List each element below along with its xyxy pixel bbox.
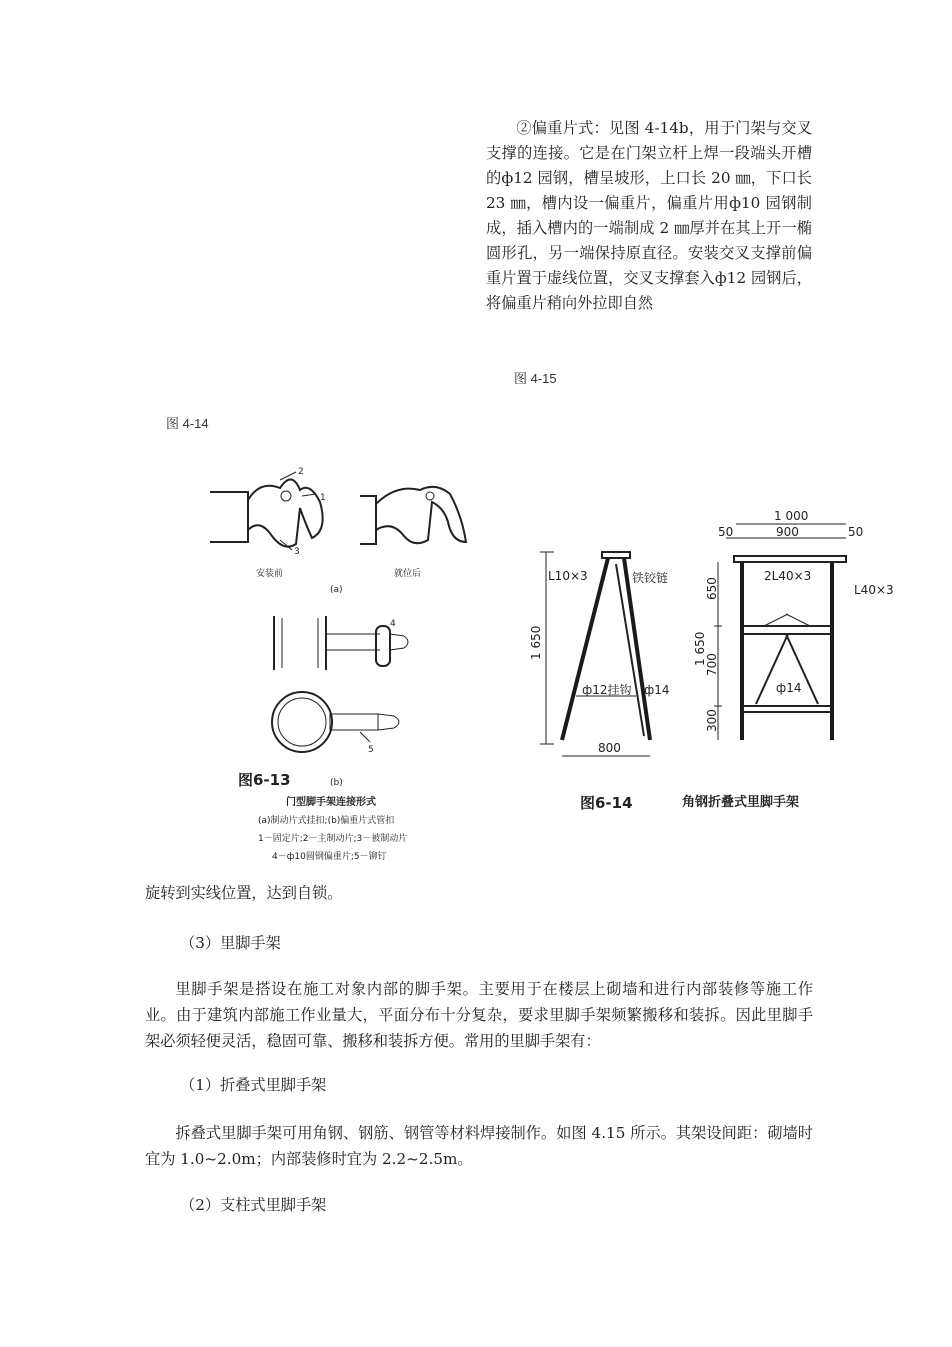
label-hinge: 铁铰链 <box>632 571 669 585</box>
figure-6-14-folding-scaffold-drawing <box>520 500 920 830</box>
label-top-width: 1 000 <box>774 509 809 523</box>
pin-assembly-plan <box>272 692 399 752</box>
label-sub-b: (b) <box>330 778 343 788</box>
fig-6-13-legend-line1: (a)制动片式挂扣;(b)偏重片式管扣 <box>258 816 395 826</box>
caption-figure-4-14: 图 4-14 <box>166 416 209 431</box>
fig-6-14-title: 角钢折叠式里脚手架 <box>682 795 800 810</box>
fig-6-14-number: 图6-14 <box>580 794 633 812</box>
pin-assembly-side <box>274 616 408 670</box>
caption-figure-4-15: 图 4-15 <box>514 371 557 386</box>
label-inner-width: 900 <box>776 525 799 539</box>
fig-6-13-legend-line2: 1－固定片;2－主制动片;3－被制动片 <box>258 834 408 844</box>
heading-folding-scaffold: （1）折叠式里脚手架 <box>180 1076 327 1094</box>
label-edge-right: 50 <box>848 525 864 539</box>
heading-inner-scaffold: （3）里脚手架 <box>180 934 281 952</box>
label-angle-right: L40×3 <box>854 583 894 597</box>
paragraph-folding-scaffold: 拆叠式里脚手架可用角钢、钢筋、钢管等材料焊接制作。如图 4.15 所示。其架设间距：砌墙时宜为 1.0~2.0m；内部装修时宜为 2.2~2.5m。 <box>145 1124 813 1168</box>
label-hook: ф12挂钩 <box>582 683 632 697</box>
label-sub-a: (a) <box>330 585 343 595</box>
label-after-install: 就位后 <box>394 569 422 579</box>
label-num-1: 1 <box>320 493 326 503</box>
label-height-right: 1 650 <box>693 631 707 666</box>
label-h650: 650 <box>705 577 719 600</box>
label-h700: 700 <box>705 653 719 676</box>
label-double-angle: 2L40×3 <box>764 569 812 583</box>
label-num-2: 2 <box>298 467 304 477</box>
fig-6-13-number: 图6-13 <box>238 771 291 789</box>
label-before-install: 安装前 <box>256 569 284 579</box>
folding-scaffold-front-view <box>714 524 846 740</box>
label-base-width: 800 <box>598 741 621 755</box>
paragraph-inner-scaffold: 里脚手架是搭设在施工对象内部的脚手架。主要用于在楼层上砌墙和进行内部装修等施工作业。由于建筑内部施工作业量大，平面分布十分复杂，要求里脚手架频繁搬移和装拆。因此里脚手架必须轻便灵活，稳固可靠、搬移和装拆方便。常用的里脚手架有： <box>145 980 813 1050</box>
figure-6-13-connector-drawing <box>200 460 500 870</box>
label-angle-left: L10×3 <box>548 569 588 583</box>
paragraph-continuation: 旋转到实线位置，达到自锁。 <box>145 884 343 902</box>
label-rod-right: ф14 <box>776 681 802 695</box>
label-edge-left: 50 <box>718 525 734 539</box>
label-h300: 300 <box>705 709 719 732</box>
label-num-3: 3 <box>294 547 300 557</box>
label-num-5: 5 <box>368 745 374 755</box>
paragraph-eccentric-piece: ②偏重片式：见图 4-14b，用于门架与交叉支撑的连接。它是在门架立杆上焊一段端头开槽的ф12 园钢，槽呈坡形，上口长 20 ㎜，下口长 23 ㎜，槽内设一偏重片，偏重片用ф10 园钢制成，插入槽内的一端制成 2 ㎜厚并在其上开一椭圆形孔，另一端保持原直径。安装交叉支撑前偏重片置于虚线位置，交叉支撑套入ф12 园钢后，将偏重片稍向外拉即自然 <box>486 119 812 312</box>
label-rod-left: ф14 <box>644 683 670 697</box>
fig-6-13-title: 门型脚手架连接形式 <box>286 797 376 808</box>
connector-after-install <box>360 487 466 544</box>
label-num-4: 4 <box>390 619 396 629</box>
label-height-left: 1 650 <box>529 625 543 660</box>
connector-before-install <box>210 472 323 550</box>
fig-6-13-legend-line3: 4－ф10圆钢偏重片;5－铆钉 <box>272 852 387 862</box>
heading-column-scaffold: （2）支柱式里脚手架 <box>180 1196 327 1214</box>
